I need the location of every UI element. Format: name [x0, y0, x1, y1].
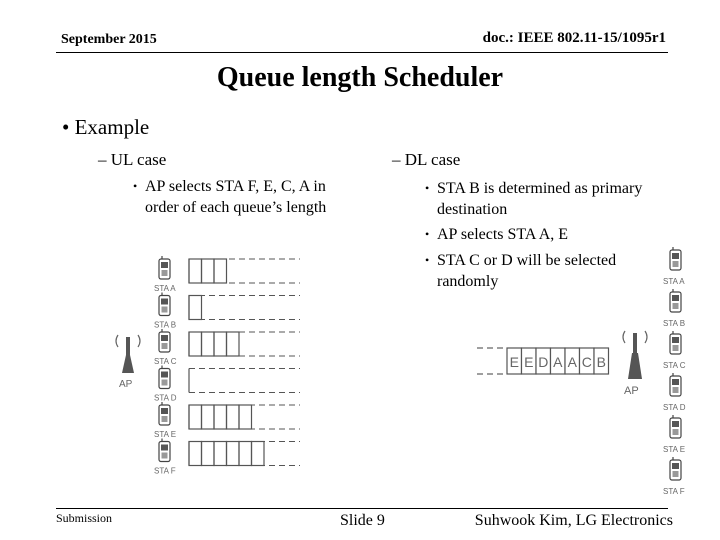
- dl-item-2-text: AP selects STA A, E: [437, 226, 569, 243]
- dl-station-label: STA E: [663, 445, 686, 454]
- queue-packet: [189, 332, 202, 356]
- header-divider: [56, 52, 668, 53]
- dl-item-1: [425, 178, 677, 220]
- queue-packet: [227, 332, 240, 356]
- dl-queue-packet-label: A: [567, 354, 577, 370]
- phone-icon: [159, 366, 170, 389]
- dl-queue: [507, 348, 609, 374]
- queue-packet: [227, 442, 240, 466]
- ul-case-heading-text: UL case: [110, 150, 167, 169]
- bullet-example: [62, 115, 149, 140]
- dash: –: [392, 150, 405, 169]
- queue-packet: [202, 259, 215, 283]
- ul-station-label: STA F: [154, 466, 176, 476]
- dl-diagram: [475, 235, 720, 500]
- phone-icon: [159, 329, 170, 352]
- dl-queue-packet-label: C: [581, 354, 592, 370]
- ul-station-queue: [189, 405, 300, 429]
- phone-icon: [159, 256, 170, 279]
- ul-station-queue: [189, 369, 300, 393]
- ul-item-1-text: AP selects STA F, E, C, A in order of each queue’s length: [145, 178, 327, 216]
- dl-queue-packet-label: E: [509, 354, 519, 370]
- sub-bullet-dot: •: [133, 179, 138, 193]
- ul-diagram: [110, 245, 310, 490]
- ul-ap-antenna-icon: [116, 335, 140, 373]
- header-doc-id: doc.: IEEE 802.11-15/1095r1: [482, 30, 666, 46]
- dl-item-1-text: STA B is determined as primary destination: [437, 180, 643, 218]
- ul-station-label: STA D: [154, 393, 177, 403]
- ul-station-queue: [189, 442, 300, 466]
- footer-submission: Submission: [56, 511, 113, 525]
- footer-slide-number: Slide 9: [340, 512, 385, 529]
- bullet-example-text: Example: [74, 115, 150, 139]
- sub-bullet-dot: •: [425, 227, 430, 241]
- ul-station-queue: [189, 259, 300, 283]
- sub-bullet-dot: •: [425, 253, 430, 267]
- dash: –: [98, 150, 111, 169]
- dl-queue-packet-label: E: [524, 354, 534, 370]
- phone-icon: [159, 402, 170, 425]
- queue-packet: [202, 442, 215, 466]
- footer-divider: [56, 508, 668, 509]
- dl-ap-label: AP: [624, 385, 639, 397]
- dl-station-label: STA F: [663, 487, 685, 496]
- ul-station-label: STA B: [154, 320, 177, 330]
- dl-station-label: STA B: [663, 319, 686, 328]
- queue-packet: [189, 259, 202, 283]
- ul-station-queue: [189, 296, 300, 320]
- phone-icon: [670, 373, 681, 396]
- phone-icon: [670, 247, 681, 270]
- header-date: September 2015: [61, 32, 157, 47]
- phone-icon: [670, 289, 681, 312]
- phone-icon: [159, 293, 170, 316]
- queue-packet: [189, 405, 202, 429]
- queue-packet: [252, 442, 265, 466]
- ul-case-heading: [98, 150, 166, 170]
- ul-station-label: STA A: [154, 284, 176, 293]
- queue-packet: [227, 405, 240, 429]
- ul-ap-label: AP: [119, 379, 133, 390]
- queue-packet: [214, 442, 227, 466]
- dl-station-label: STA A: [663, 277, 685, 286]
- queue-packet: [214, 332, 227, 356]
- dl-station-label: STA D: [663, 403, 686, 412]
- ul-station-label: STA C: [154, 357, 177, 366]
- phone-icon: [670, 457, 681, 480]
- ul-station-rows: [154, 256, 300, 476]
- dl-station-label: STA C: [663, 361, 686, 370]
- dl-queue-packet-label: D: [538, 354, 549, 370]
- dl-case-heading-text: DL case: [404, 150, 461, 169]
- queue-packet: [202, 405, 215, 429]
- dl-item-3-text: STA C or D will be selected randomly: [437, 252, 617, 290]
- queue-packet: [189, 296, 202, 320]
- dl-station-column: [663, 247, 686, 496]
- bullet-dot: •: [62, 115, 75, 139]
- dl-queue-packet-label: A: [553, 354, 563, 370]
- queue-packet: [214, 405, 227, 429]
- footer-author: Suhwook Kim, LG Electronics: [474, 512, 673, 529]
- phone-icon: [670, 415, 681, 438]
- slide-title: Queue length Scheduler: [216, 62, 504, 93]
- queue-packet: [214, 259, 227, 283]
- dl-queue-packet-label: B: [596, 354, 606, 370]
- phone-icon: [670, 331, 681, 354]
- dl-case-heading: [392, 150, 460, 170]
- queue-packet: [239, 442, 252, 466]
- queue-packet: [202, 332, 215, 356]
- phone-icon: [159, 439, 170, 462]
- ul-item-1: [133, 176, 350, 218]
- sub-bullet-dot: •: [425, 181, 430, 195]
- queue-packet: [239, 405, 252, 429]
- ul-station-queue: [189, 332, 300, 356]
- dl-ap-antenna-icon: [623, 331, 647, 379]
- ul-station-label: STA E: [154, 430, 177, 439]
- queue-packet: [189, 442, 202, 466]
